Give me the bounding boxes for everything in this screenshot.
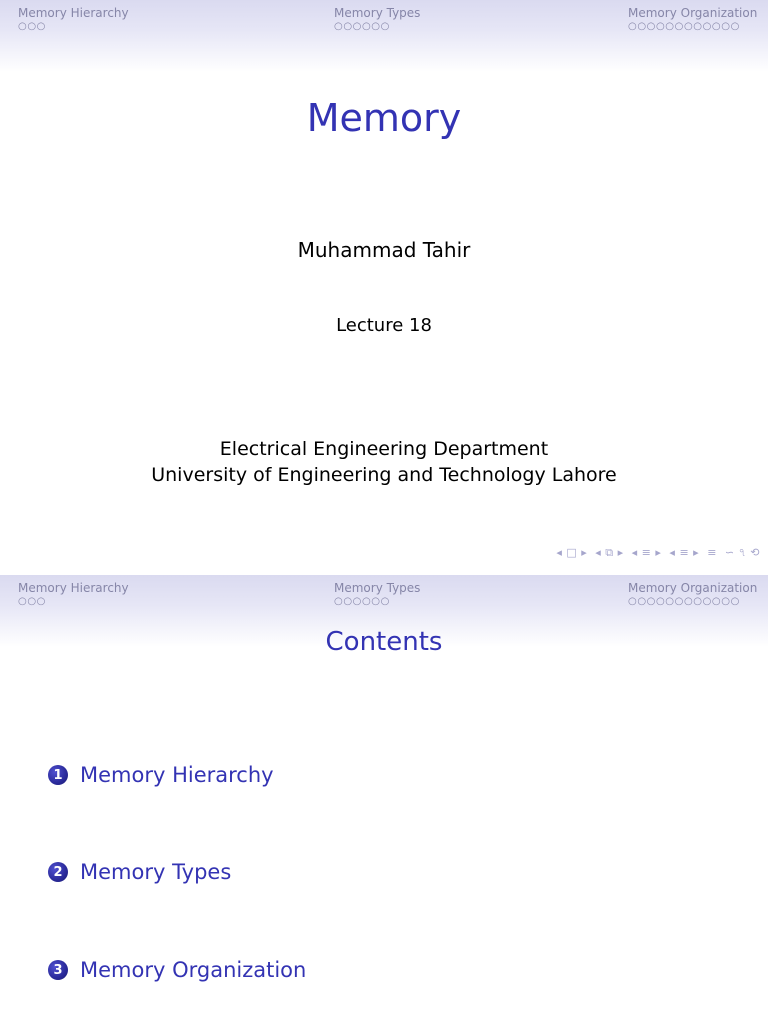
institute-university: University of Engineering and Technology Lahore (151, 464, 617, 486)
nav-slide-dots[interactable]: ○○○ (18, 21, 46, 32)
nav-section-label[interactable]: Memory Types (334, 6, 421, 20)
nav-slide-dots[interactable]: ○○○○○○○○○○○○ (628, 21, 740, 32)
nav-section-memory-organization[interactable] (628, 6, 757, 33)
search-back-icon[interactable]: ∽ ৭ ⟲ (724, 546, 760, 559)
toc-item-memory-types[interactable] (48, 860, 231, 884)
nav-section-memory-hierarchy[interactable] (18, 581, 129, 608)
nav-section-label[interactable]: Memory Types (334, 581, 421, 595)
document-nav-icon[interactable]: ≡ (707, 546, 717, 559)
nav-section-memory-types[interactable] (334, 581, 420, 608)
nav-section-label[interactable]: Memory Organization (628, 6, 758, 20)
nav-section-label[interactable]: Memory Organization (628, 581, 758, 595)
section-navigation-bar (0, 0, 768, 72)
toc-item-label[interactable]: Memory Organization (80, 958, 307, 982)
nav-section-label[interactable]: Memory Hierarchy (18, 581, 129, 595)
nav-slide-dots[interactable]: ○○○○○○ (334, 596, 390, 607)
contents-slide (0, 575, 768, 1024)
institute-department: Electrical Engineering Department (219, 438, 549, 460)
nav-slide-dots[interactable]: ○○○○○○○○○○○○ (628, 596, 740, 607)
section-nav-icon[interactable]: ◂ ≡ ▸ (631, 546, 662, 559)
toc-item-memory-hierarchy[interactable] (48, 763, 274, 787)
nav-slide-dots[interactable]: ○○○○○○ (334, 21, 390, 32)
author-name: Muhammad Tahir (297, 238, 471, 262)
lecture-number: Lecture 18 (336, 315, 432, 336)
frame-title: Contents (325, 627, 443, 657)
nav-slide-dots[interactable]: ○○○ (18, 596, 46, 607)
toc-item-label[interactable]: Memory Types (80, 860, 232, 884)
toc-item-memory-organization[interactable] (48, 958, 306, 982)
institute (0, 436, 768, 488)
subsection-nav-icon[interactable]: ◂ ⧉ ▸ (595, 546, 624, 559)
numbered-ball-icon: 1 (48, 765, 68, 785)
nav-section-memory-hierarchy[interactable] (18, 6, 129, 33)
numbered-ball-icon: 2 (48, 862, 68, 882)
frame-nav-icon[interactable]: ◂ □ ▸ (556, 546, 588, 559)
toc-item-label[interactable]: Memory Hierarchy (80, 763, 274, 787)
nav-section-memory-organization[interactable] (628, 581, 757, 608)
subsection-list-nav-icon[interactable]: ◂ ≡ ▸ (669, 546, 700, 559)
numbered-ball-icon: 3 (48, 960, 68, 980)
beamer-navigation-symbols (552, 544, 760, 563)
nav-section-memory-types[interactable] (334, 6, 420, 33)
presentation-title: Memory (306, 96, 462, 140)
nav-section-label[interactable]: Memory Hierarchy (18, 6, 129, 20)
